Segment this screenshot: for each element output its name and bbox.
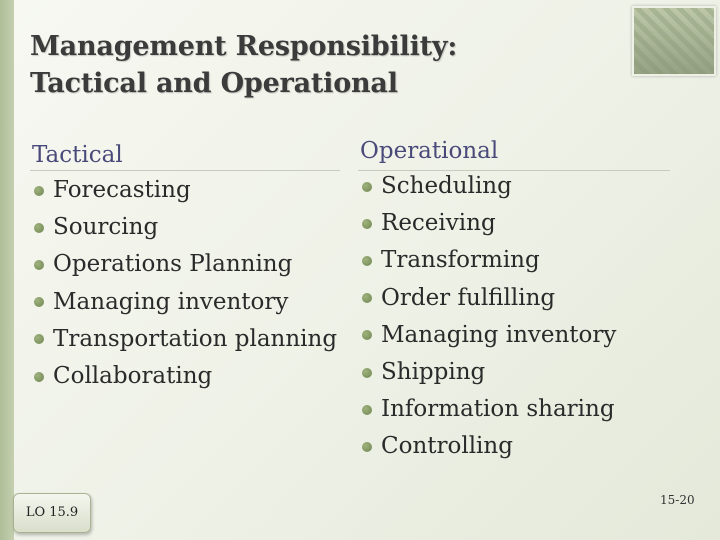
list-item-label: Collaborating xyxy=(53,362,213,389)
title-line-2: Tactical and Operational xyxy=(30,68,398,99)
list-item xyxy=(360,205,616,242)
list-item-label: Shipping xyxy=(381,358,486,385)
title-line-1: Management Responsibility: xyxy=(30,31,458,62)
list-item xyxy=(360,242,616,279)
list-item xyxy=(32,172,337,209)
operational-column xyxy=(360,136,616,466)
list-item-label: Sourcing xyxy=(53,214,159,241)
bullet-icon xyxy=(34,334,44,344)
list-item xyxy=(360,317,616,354)
bullet-icon xyxy=(362,293,372,303)
list-item-label: Forecasting xyxy=(53,177,191,203)
operational-heading: Operational xyxy=(360,138,499,164)
list-item xyxy=(360,428,616,465)
tactical-heading: Tactical xyxy=(32,142,123,168)
bullet-icon xyxy=(362,256,372,266)
bullet-icon xyxy=(362,368,372,378)
list-item xyxy=(32,321,337,358)
bullet-icon xyxy=(34,223,44,233)
list-item-label: Receiving xyxy=(381,210,496,237)
list-item-label: Controlling xyxy=(381,433,513,460)
list-item xyxy=(360,391,616,428)
tactical-list xyxy=(32,172,337,395)
tactical-column xyxy=(32,136,337,395)
bullet-icon xyxy=(362,330,372,340)
list-item-label: Order fulfilling xyxy=(381,284,556,311)
slide-title xyxy=(30,28,457,102)
bullet-icon xyxy=(362,219,372,229)
list-item-label: Managing inventory xyxy=(53,288,289,315)
learning-objective-badge xyxy=(13,493,91,533)
list-item-label: Scheduling xyxy=(381,173,512,199)
list-item xyxy=(360,280,616,317)
list-item xyxy=(360,354,616,391)
list-item-label: Operations Planning xyxy=(53,251,293,278)
page-number: 15-20 xyxy=(660,493,695,507)
bullet-icon xyxy=(362,405,372,415)
bullet-icon xyxy=(34,372,44,382)
list-item xyxy=(360,168,616,205)
list-item xyxy=(32,284,337,321)
list-item-label: Managing inventory xyxy=(381,321,617,348)
lo-label: LO 15.9 xyxy=(25,505,79,520)
bullet-icon xyxy=(362,442,372,452)
bullet-icon xyxy=(34,186,44,196)
decorative-photo-collage xyxy=(632,6,716,76)
operational-list xyxy=(360,168,616,466)
list-item-label: Transportation planning xyxy=(53,325,338,352)
left-accent-strip xyxy=(0,0,14,540)
bullet-icon xyxy=(34,260,44,270)
list-item-label: Information sharing xyxy=(381,396,615,423)
list-item xyxy=(32,358,337,395)
list-item xyxy=(32,209,337,246)
bullet-icon xyxy=(34,297,44,307)
list-item xyxy=(32,246,337,283)
list-item-label: Transforming xyxy=(381,247,540,274)
bullet-icon xyxy=(362,182,372,192)
